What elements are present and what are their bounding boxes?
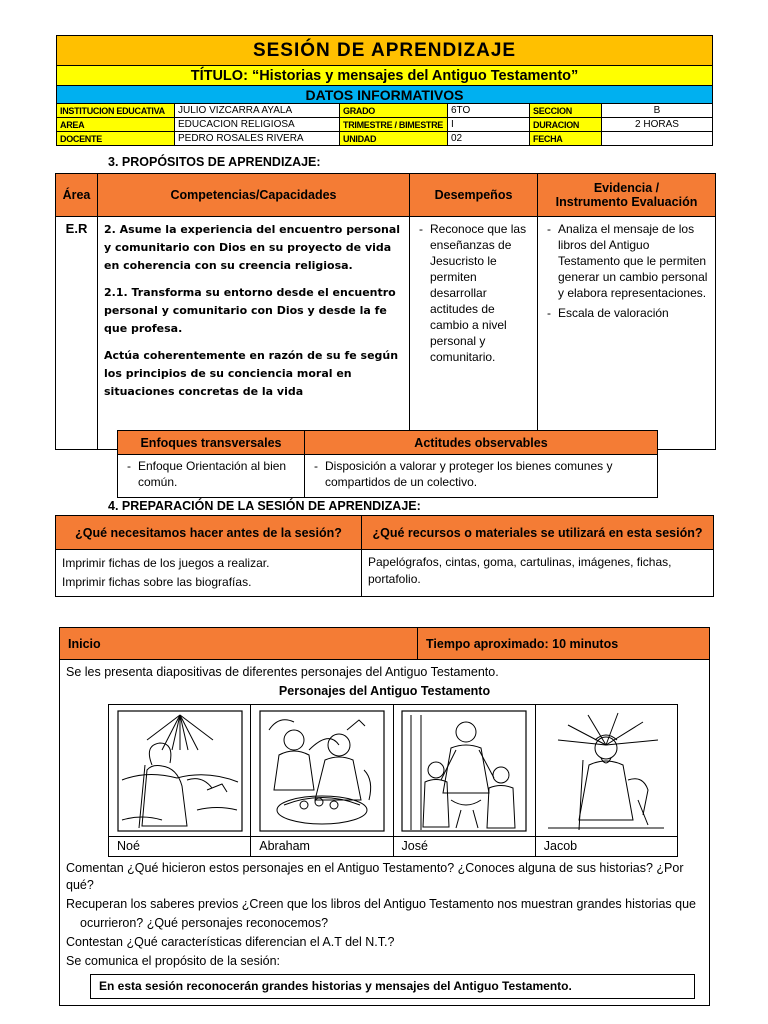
pregunta: Recuperan los saberes previos ¿Creen que los libros del Antiguo Testamento nos muestran grandes historias que	[66, 897, 696, 911]
seccion-value: B	[602, 104, 713, 118]
noah-illustration-icon	[117, 710, 243, 832]
duracion-value: 2 HORAS	[602, 118, 713, 132]
joseph-illustration-icon	[401, 710, 527, 832]
session-subtitle	[57, 66, 713, 86]
header-desempenos: Desempeños	[410, 174, 538, 217]
area-cell: E.R	[56, 217, 98, 450]
pregunta: ocurrieron? ¿Qué personajes reconocemos?	[80, 916, 329, 930]
propositos-table	[55, 173, 716, 450]
figure-title: Personajes del Antiguo Testamento	[278, 684, 491, 698]
antes-item: Imprimir fichas de los juegos a realizar.	[62, 556, 270, 570]
antes-item: Imprimir fichas sobre las biografías.	[62, 575, 252, 589]
unidad-label: UNIDAD	[340, 132, 448, 146]
personaje-image-noe	[109, 705, 251, 837]
institucion-value: JULIO VIZCARRA AYALA	[175, 104, 340, 118]
evidencia-item: - Escala de valoración	[544, 305, 709, 321]
duracion-label: DURACION	[530, 118, 602, 132]
subtitle-text: “Historias y mensajes del Antiguo Testamento”	[251, 67, 579, 84]
subtitle-label: TÍTULO:	[190, 67, 248, 84]
competencia-item: 2. Asume la experiencia del encuentro personal y comunitario con Dios en su proyecto de vida en coherencia con su creencia religiosa.	[104, 223, 401, 272]
competencias-cell	[98, 217, 410, 450]
personajes-figure	[108, 704, 678, 857]
tiempo-label: Tiempo aproximado: 10 minutos	[418, 628, 710, 660]
unidad-value: 02	[448, 132, 530, 146]
personaje-image-abraham	[251, 705, 393, 837]
personaje-name: Jacob	[535, 837, 677, 857]
enfoque-item: - Enfoque Orientación al bien común.	[124, 458, 298, 490]
personaje-name: José	[393, 837, 535, 857]
personaje-image-jose	[393, 705, 535, 837]
inicio-table	[59, 627, 710, 1006]
inicio-body	[60, 660, 710, 1006]
pregunta: Comentan ¿Qué hicieron estos personajes en el Antiguo Testamento? ¿Conoces alguna de sus historias? ¿Por qué?	[66, 861, 684, 892]
recursos-text: Papelógrafos, cintas, goma, cartulinas, imágenes, fichas, portafolio.	[368, 555, 672, 586]
competencia-item: 2.1. Transforma su entorno desde el encuentro personal y comunitario con Dios y desde la fe que profesa.	[104, 286, 396, 335]
competencia-item: Actúa coherentemente en razón de su fe según los principios de su conciencia moral en situaciones concretas de la vida	[104, 349, 399, 398]
inicio-intro: Se les presenta diapositivas de diferentes personajes del Antiguo Testamento.	[66, 665, 499, 679]
preparacion-section-title: 4. PREPARACIÓN DE LA SESIÓN DE APRENDIZAJE:	[108, 499, 421, 513]
jacob-illustration-icon	[543, 710, 669, 832]
fecha-value	[602, 132, 713, 146]
header-enfoques: Enfoques transversales	[118, 431, 305, 455]
fecha-label: FECHA	[530, 132, 602, 146]
recursos-cell	[362, 550, 714, 597]
trimestre-value: I	[448, 118, 530, 132]
actitud-cell	[305, 455, 658, 498]
inicio-label: Inicio	[60, 628, 418, 660]
grado-value: 6TO	[448, 104, 530, 118]
enfoque-cell	[118, 455, 305, 498]
actitud-item: - Disposición a valorar y proteger los bienes comunes y compartidos de un colectivo.	[311, 458, 651, 490]
header-antes: ¿Qué necesitamos hacer antes de la sesión?	[56, 516, 362, 550]
header-competencias: Competencias/Capacidades	[98, 174, 410, 217]
header-recursos: ¿Qué recursos o materiales se utilizará en esta sesión?	[362, 516, 714, 550]
propositos-section-title: 3. PROPÓSITOS DE APRENDIZAJE:	[108, 155, 321, 169]
pregunta: Contestan ¿Qué características diferencian el A.T del N.T.?	[66, 935, 395, 949]
evidencia-item: - Analiza el mensaje de los libros del Antiguo Testamento que le permiten generar un cambio personal y elabora representaciones.	[544, 221, 709, 301]
enfoques-table	[117, 430, 658, 498]
personaje-name: Noé	[109, 837, 251, 857]
docente-label: DOCENTE	[57, 132, 175, 146]
header-evidencia	[538, 174, 716, 217]
evidencias-cell	[538, 217, 716, 450]
session-title: SESIÓN DE APRENDIZAJE	[57, 36, 713, 66]
docente-value: PEDRO ROSALES RIVERA	[175, 132, 340, 146]
preparacion-table	[55, 515, 714, 597]
area-value: EDUCACION RELIGIOSA	[175, 118, 340, 132]
abraham-illustration-icon	[259, 710, 385, 832]
antes-cell	[56, 550, 362, 597]
personaje-image-jacob	[535, 705, 677, 837]
header-actitudes: Actitudes observables	[305, 431, 658, 455]
desempeno-item: - Reconoce que las enseñanzas de Jesucristo le permiten desarrollar actitudes de cambio a nivel personal y comunitario.	[416, 221, 531, 365]
trimestre-label: TRIMESTRE / BIMESTRE	[340, 118, 448, 132]
pregunta: Se comunica el propósito de la sesión:	[66, 954, 281, 968]
grado-label: GRADO	[340, 104, 448, 118]
institucion-label: INSTITUCION EDUCATIVA	[57, 104, 175, 118]
datos-informativos: DATOS INFORMATIVOS	[57, 86, 713, 104]
header-table	[56, 35, 713, 146]
proposito-box: En esta sesión reconocerán grandes historias y mensajes del Antiguo Testamento.	[90, 974, 695, 999]
header-evidencia-line1: Evidencia /	[593, 181, 660, 195]
seccion-label: SECCION	[530, 104, 602, 118]
area-label: AREA	[57, 118, 175, 132]
header-area: Área	[56, 174, 98, 217]
header-evidencia-line2: Instrumento Evaluación	[555, 195, 698, 209]
personaje-name: Abraham	[251, 837, 393, 857]
desempenos-cell	[410, 217, 538, 450]
